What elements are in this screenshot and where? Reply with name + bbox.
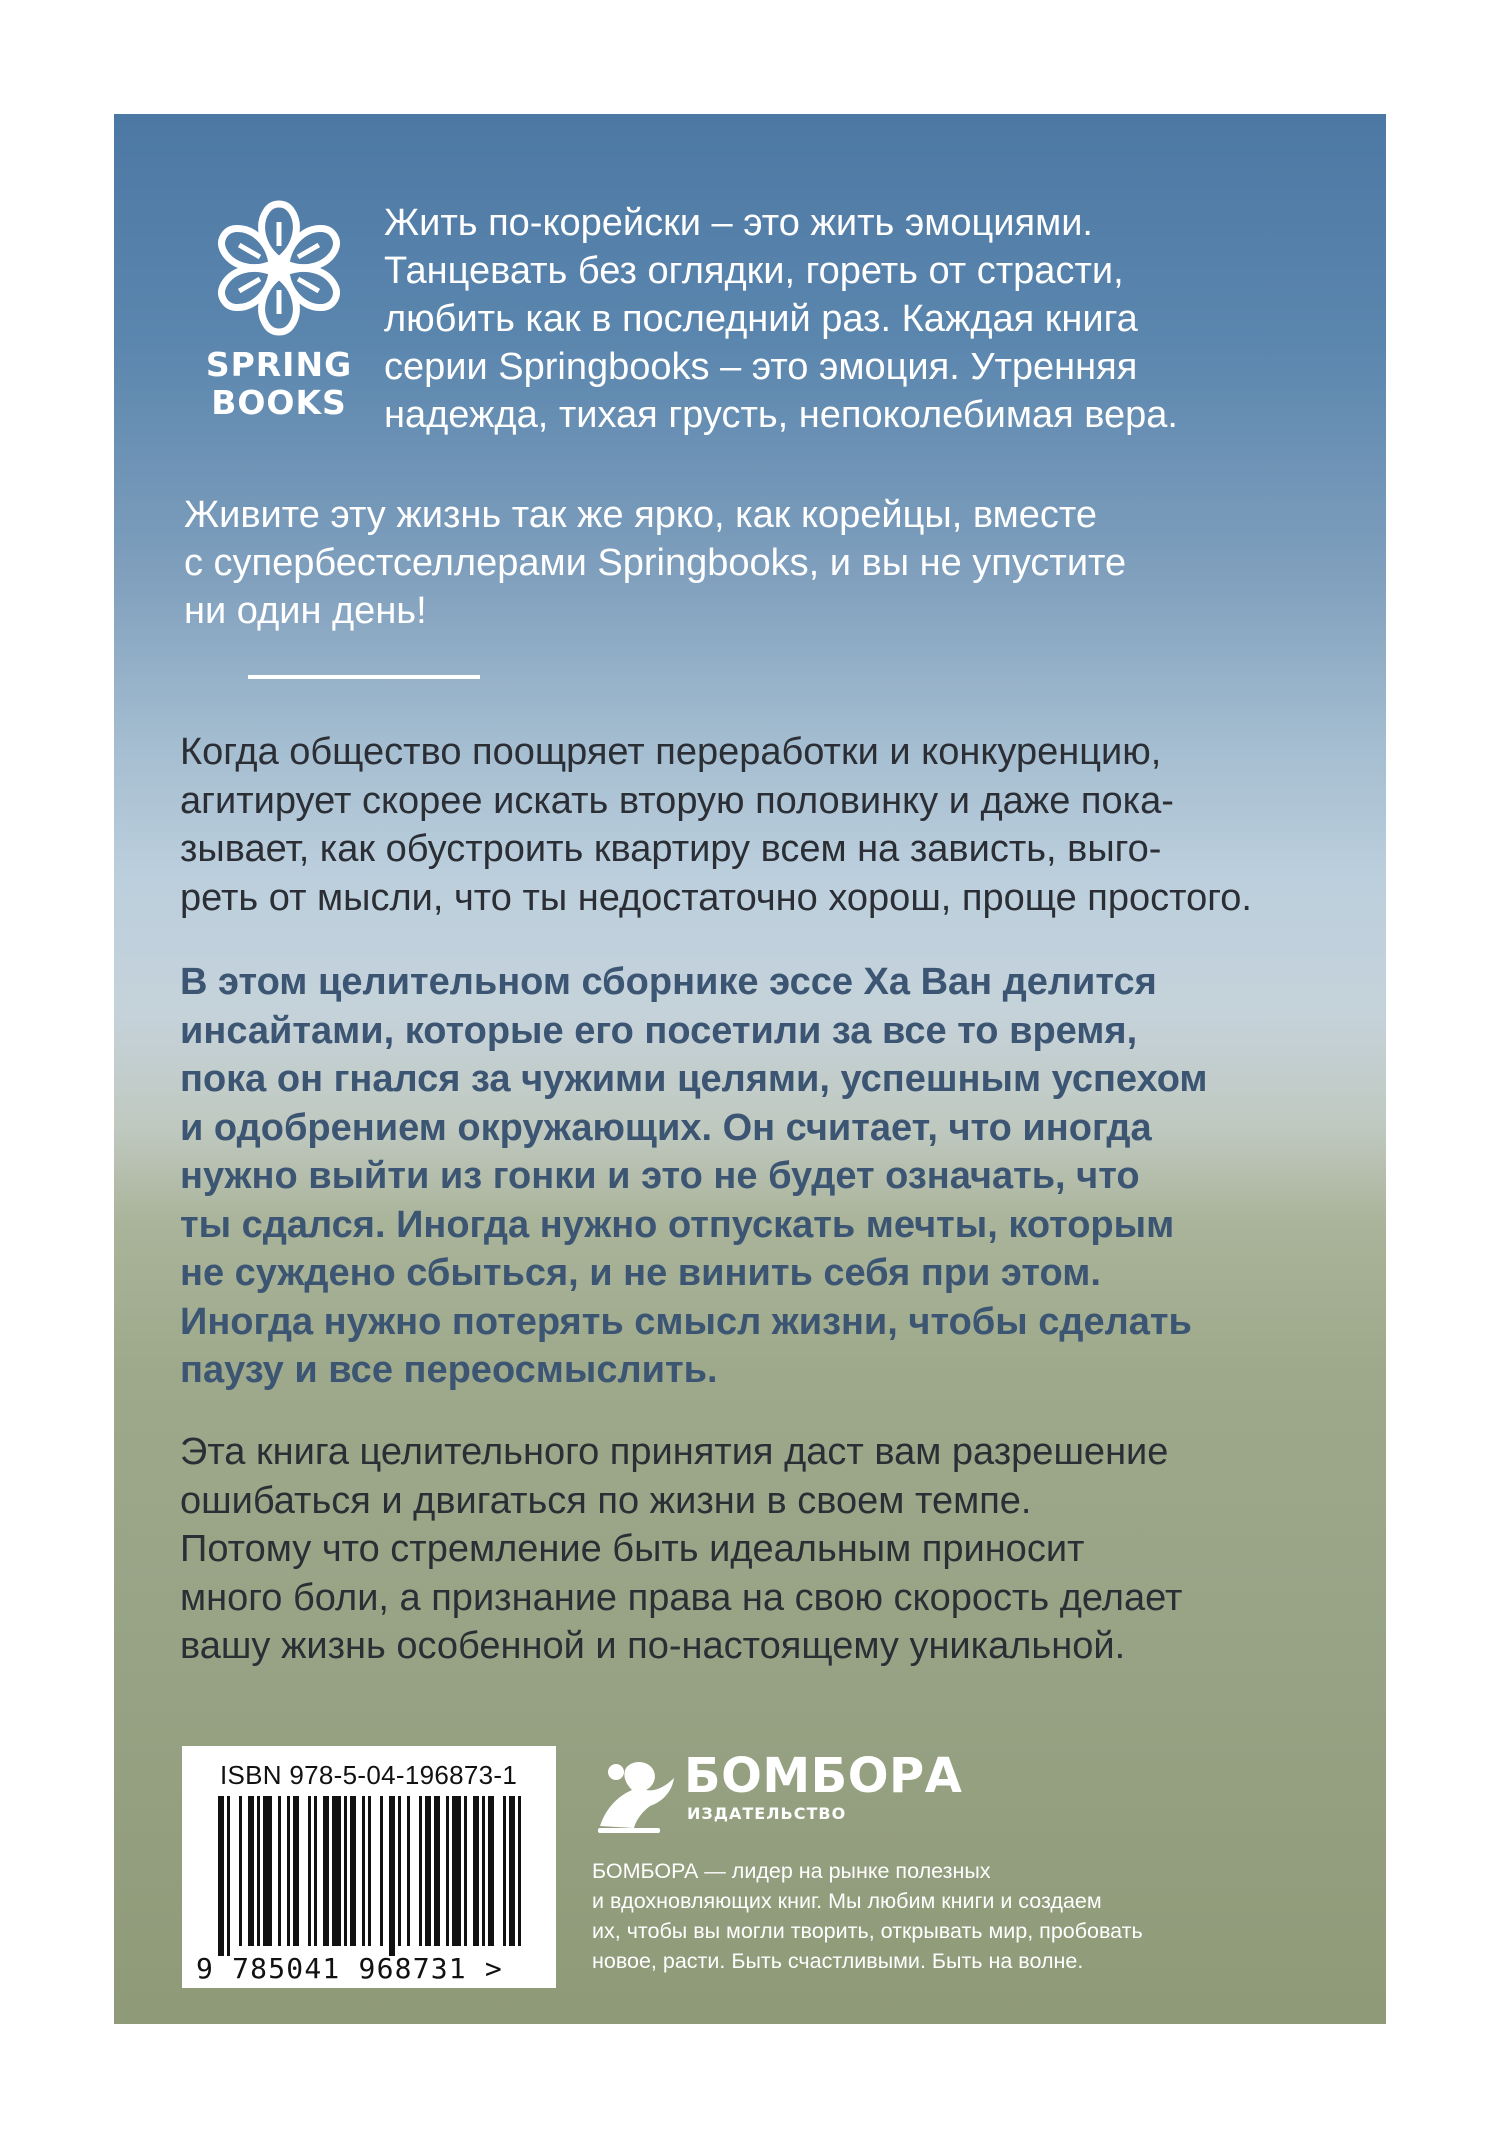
body-paragraph-1 bbox=[180, 728, 1360, 922]
body-paragraph-2-bold bbox=[180, 958, 1360, 1395]
publisher-name: БОМБОРА bbox=[684, 1748, 963, 1804]
intro2-line: ни один день! bbox=[184, 590, 427, 632]
barcode-digits: 9 785041 968731 > bbox=[196, 1952, 503, 1985]
barcode-bar bbox=[350, 1796, 356, 1946]
barcode-bar bbox=[407, 1796, 410, 1946]
body3-line: Эта книга целительного принятия даст вам разрешение bbox=[180, 1431, 1169, 1473]
body2-line: ты сдался. Иногда нужно отпускать мечты, которым bbox=[180, 1203, 1175, 1246]
barcode-bar bbox=[434, 1796, 440, 1946]
body1-line: реть от мысли, что ты недостаточно хорош, проще простого. bbox=[180, 876, 1252, 919]
body-paragraph-3 bbox=[180, 1428, 1360, 1671]
barcode-bar bbox=[509, 1796, 515, 1946]
barcode-bar bbox=[368, 1796, 371, 1946]
barcode-bar bbox=[278, 1796, 281, 1946]
intro1-line: надежда, тихая грусть, непоколебимая вера. bbox=[384, 394, 1178, 436]
publisher-desc-line: и вдохновляющих книг. Мы любим книги и создаем bbox=[592, 1889, 1102, 1913]
barcode-bar bbox=[362, 1796, 365, 1946]
barcode-bars bbox=[182, 1792, 556, 1962]
isbn-label: ISBN 978-5-04-196873-1 bbox=[220, 1760, 518, 1790]
body3-line: Потому что стремление быть идеальным приносит bbox=[180, 1528, 1085, 1570]
barcode-bar bbox=[389, 1796, 395, 1956]
intro-paragraph-1 bbox=[384, 199, 1364, 439]
intro2-line: с супербестселлерами Springbooks, и вы не упустите bbox=[184, 542, 1127, 584]
intro2-line: Живите эту жизнь так же ярко, как корейцы, вместе bbox=[184, 494, 1097, 536]
barcode-bar bbox=[218, 1796, 224, 1956]
barcode-bar bbox=[314, 1796, 317, 1946]
intro-paragraph-2 bbox=[184, 491, 1334, 635]
springbooks-logo bbox=[194, 196, 364, 426]
barcode-bar bbox=[380, 1796, 383, 1946]
barcode-bar bbox=[518, 1796, 521, 1946]
logo-line-books: BOOKS bbox=[211, 383, 347, 422]
body3-line: много боли, а признание права на свою скорость делает bbox=[180, 1576, 1183, 1619]
body2-line: не суждено сбыться, и не винить себя при этом. bbox=[180, 1252, 1101, 1294]
barcode-bar bbox=[287, 1796, 290, 1946]
barcode-bar bbox=[323, 1796, 329, 1946]
barcode-bar bbox=[482, 1796, 485, 1946]
barcode-bar bbox=[419, 1796, 422, 1946]
body2-line: и одобрением окружающих. Он считает, что иногда bbox=[180, 1106, 1152, 1149]
isbn-barcode bbox=[182, 1746, 556, 1988]
publisher-description bbox=[592, 1856, 1352, 1976]
body2-line: паузу и все переосмыслить. bbox=[180, 1349, 718, 1391]
publisher-desc-line: новое, расти. Быть счастливыми. Быть на волне. bbox=[592, 1949, 1084, 1973]
barcode-bar bbox=[503, 1796, 506, 1946]
barcode-bar bbox=[308, 1796, 311, 1946]
barcode-bar bbox=[293, 1796, 299, 1946]
barcode-bar bbox=[452, 1796, 461, 1946]
publisher-desc-line: БОМБОРА — лидер на рынке полезных bbox=[592, 1859, 991, 1883]
intro1-line: серии Springbooks – это эмоция. Утренняя bbox=[384, 346, 1138, 388]
body1-line: агитирует скорее искать вторую половинку и даже пока- bbox=[180, 779, 1174, 822]
barcode-bar bbox=[248, 1796, 254, 1946]
barcode-bar bbox=[473, 1796, 479, 1946]
intro1-line: Танцевать без оглядки, гореть от страсти, bbox=[384, 250, 1124, 292]
flower-icon bbox=[194, 196, 364, 346]
body2-line: инсайтами, которые его посетили за все то время, bbox=[180, 1009, 1138, 1052]
barcode-bar bbox=[398, 1796, 401, 1946]
logo-line-spring: SPRING bbox=[205, 345, 353, 384]
barcode-bar bbox=[332, 1796, 341, 1946]
barcode-bar bbox=[464, 1796, 467, 1946]
publisher-desc-line: их, чтобы вы могли творить, открывать мир, пробовать bbox=[592, 1919, 1143, 1943]
body2-line: пока он гнался за чужими целями, успешным успехом bbox=[180, 1058, 1208, 1100]
publisher-subtitle: ИЗДАТЕЛЬСТВО bbox=[687, 1804, 847, 1823]
body3-line: ошибаться и двигаться по жизни в своем темпе. bbox=[180, 1479, 1032, 1522]
barcode-bar bbox=[425, 1796, 431, 1946]
body2-line: В этом целительном сборнике эссе Ха Ван делится bbox=[180, 961, 1157, 1003]
body1-line: Когда общество поощряет переработки и конкуренцию, bbox=[180, 731, 1162, 773]
barcode-bar bbox=[488, 1796, 494, 1946]
body2-line: нужно выйти из гонки и это не будет означать, что bbox=[180, 1155, 1140, 1197]
divider-line bbox=[248, 675, 480, 679]
barcode-bar bbox=[227, 1796, 230, 1956]
barcode-bar bbox=[446, 1796, 449, 1946]
barcode-bar bbox=[263, 1796, 272, 1946]
bombora-logo-icon bbox=[592, 1756, 680, 1834]
body3-line: вашу жизнь особенной и по-настоящему уникальной. bbox=[180, 1625, 1126, 1667]
body2-line: Иногда нужно потерять смысл жизни, чтобы сделать bbox=[180, 1300, 1192, 1343]
intro1-line: Жить по-корейски – это жить эмоциями. bbox=[384, 202, 1093, 244]
barcode-bar bbox=[257, 1796, 260, 1946]
back-cover bbox=[114, 114, 1386, 2024]
barcode-bar bbox=[344, 1796, 347, 1946]
body1-line: зывает, как обустроить квартиру всем на зависть, выго- bbox=[180, 828, 1162, 870]
barcode-bar bbox=[239, 1796, 242, 1946]
intro1-line: любить как в последний раз. Каждая книга bbox=[384, 298, 1138, 340]
